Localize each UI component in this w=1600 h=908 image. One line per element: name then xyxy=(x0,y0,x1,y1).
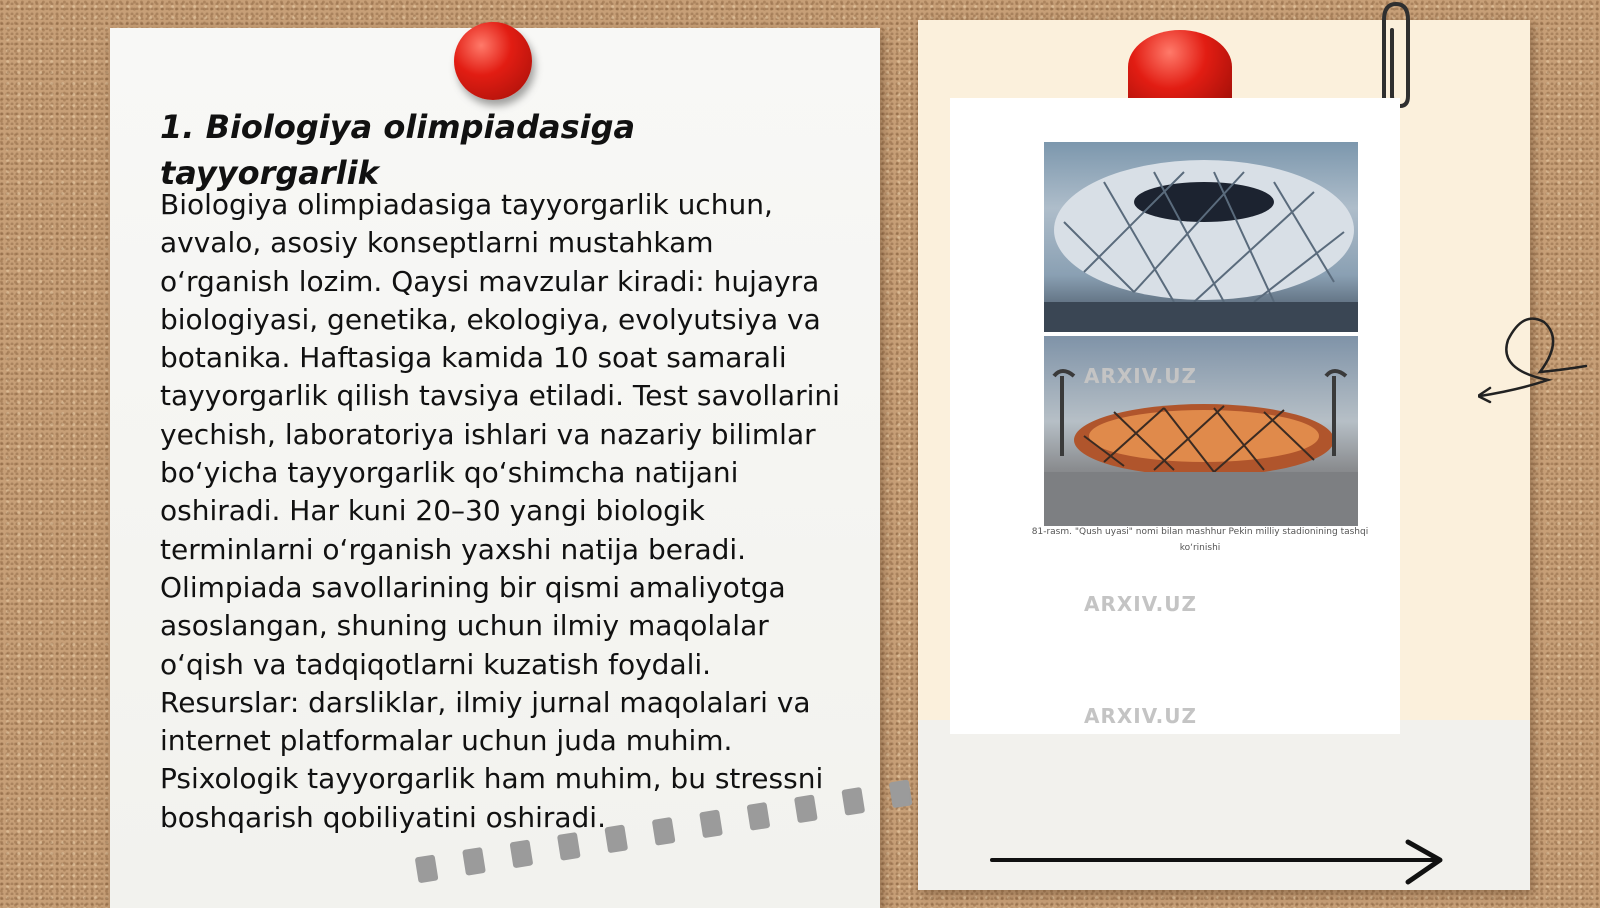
watermark-text: ARXIV.UZ xyxy=(1084,364,1197,388)
document-image xyxy=(950,98,1400,734)
watermark-text: ARXIV.UZ xyxy=(1084,592,1197,616)
slide-heading: 1. Biologiya olimpiadasiga tayyorgarlik xyxy=(160,108,636,192)
pushpin-icon xyxy=(454,22,532,100)
scribble-arrow-icon xyxy=(1478,310,1588,410)
slide-body-text: Biologiya olimpiadasiga tayyorgarlik uchun, avvalo, asosiy konseptlarni mustahkam o‘rganish lozim. Qaysi mavzular kiradi: hujayra biologiyasi, genetika, ekologiya, evolyutsiya va botanika. Haftasiga kamida 10 soat samarali tayyorgarlik qilish tavsiya etiladi. Test savollarini yechish, laboratoriya ishlari va nazariy bilimlar bo‘yicha tayyorgarlik qo‘shimcha natijani oshiradi. Har kuni 20–30 yangi biologik terminlarni o‘rganish yaxshi natija beradi. Olimpiada savollarining bir qismi amaliyotga asoslangan, shuning uchun ilmiy maqolalar o‘qish va tadqiqotlarni kuzatish foydali. Resurslar: darsliklar, ilmiy jurnal maqolalari va internet platformalar uchun juda muhim. Psixologik tayyorgarlik ham muhim, bu stressni boshqarish qobiliyatini oshiradi. xyxy=(160,188,840,834)
stadium-photo-aerial xyxy=(1044,142,1358,332)
pushpin-icon xyxy=(1128,30,1232,104)
watermark-text: ARXIV.UZ xyxy=(1084,704,1197,728)
photo-caption: 81-rasm. "Qush uyasi" nomi bilan mashhur Pekin milliy stadionining tashqi ko‘rinishi xyxy=(1031,527,1369,553)
arrow-right-icon xyxy=(988,838,1448,888)
